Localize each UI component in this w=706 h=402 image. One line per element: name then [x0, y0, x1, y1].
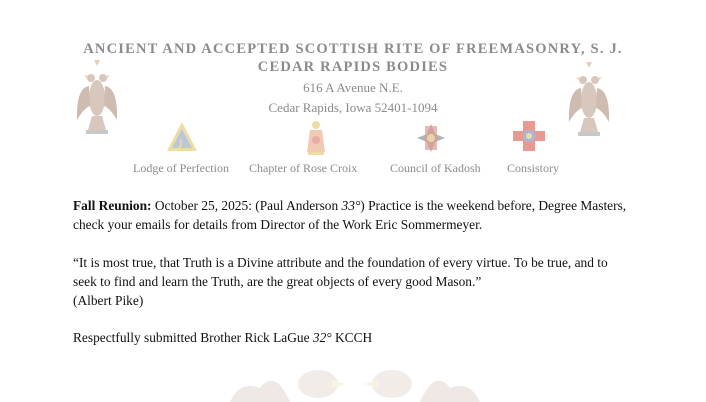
- kadosh-emblem-icon: [414, 121, 448, 155]
- fall-reunion-paragraph: [73, 196, 633, 234]
- bodies-title: CEDAR RAPIDS BODIES: [257, 59, 449, 75]
- emblem-caption-kadosh: Council of Kadosh: [390, 161, 481, 175]
- signoff-text-a: Respectfully submitted Brother Rick LaGue: [73, 330, 313, 345]
- quote-paragraph: [73, 253, 633, 310]
- reunion-text-b: ) Practice is the weekend before, Degree Masters, check your emails for details from Director of the Work Eric Sommermeyer.: [73, 198, 627, 232]
- city-address: Cedar Rapids, Iowa 52401-1094: [268, 100, 438, 115]
- reunion-degree: 33°: [341, 198, 361, 213]
- emblem-caption-rose-croix: Chapter of Rose Croix: [249, 161, 358, 175]
- double-headed-eagle-left-icon: [74, 58, 120, 150]
- double-headed-eagle-right-icon: [566, 60, 612, 152]
- triangle-emblem-icon: [164, 119, 200, 155]
- signoff-degree: 32°: [312, 330, 332, 345]
- eagle-watermark-icon: [220, 360, 490, 402]
- reunion-text-a: October 25, 2025: (Paul Anderson: [151, 198, 342, 213]
- svg-text:J: J: [179, 139, 183, 149]
- signoff-text-b: KCCH: [331, 330, 373, 345]
- organization-title: ANCIENT AND ACCEPTED SCOTTISH RITE OF FREEMASONRY, S. J.: [83, 41, 623, 57]
- street-address: 616 A Avenue N.E.: [303, 80, 403, 95]
- quote-text: “It is most true, that Truth is a Divine attribute and the foundation of every virtue. To be true, and to seek to find and learn the Truth, are the great objects of every good Mason.”: [73, 255, 608, 289]
- rose-croix-emblem-icon: [301, 118, 331, 158]
- consistory-emblem-icon: [511, 119, 547, 153]
- emblem-caption-consistory: Consistory: [507, 161, 560, 175]
- signoff-line: [73, 328, 633, 347]
- fall-reunion-label: Fall Reunion:: [73, 198, 152, 213]
- quote-author: (Albert Pike): [73, 293, 144, 308]
- emblem-caption-lodge: Lodge of Perfection: [133, 161, 229, 175]
